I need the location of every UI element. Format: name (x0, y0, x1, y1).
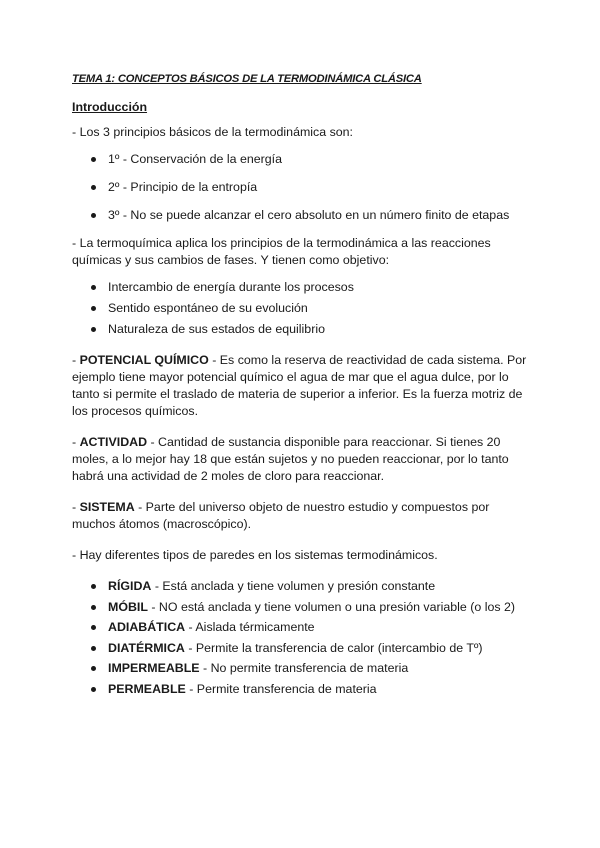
list-item: 2º - Principio de la entropía (72, 179, 532, 196)
bullet-icon (91, 285, 96, 290)
list-item: RÍGIDA - Está anclada y tiene volumen y presión constante (72, 578, 532, 595)
list-item: Naturaleza de sus estados de equilibrio (72, 321, 532, 338)
document-page (72, 70, 532, 701)
bullet-icon (91, 157, 96, 162)
term-actividad: ACTIVIDAD (79, 435, 148, 449)
paragraph-sistema: - SISTEMA - Parte del universo objeto de nuestro estudio y compuestos por muchos átomos (macroscópico). (72, 500, 490, 531)
list-objetivos (72, 279, 532, 338)
bullet-icon (91, 646, 96, 651)
list-item: ADIABÁTICA - Aislada térmicamente (72, 619, 532, 636)
bullet-icon (91, 605, 96, 610)
bullet-icon (91, 625, 96, 630)
bullet-icon (91, 584, 96, 589)
paragraph-actividad: - ACTIVIDAD - Cantidad de sustancia disponible para reaccionar. Si tienes 20 moles, a lo mejor hay 18 que están sujetos y no pueden reaccionar, por lo tanto habrá una actividad de 2 moles de cloro para reaccionar. (72, 435, 509, 483)
list-item: Intercambio de energía durante los procesos (72, 279, 532, 296)
section-heading-introduccion: Introducción (72, 100, 148, 114)
bullet-icon (91, 666, 96, 671)
bullet-icon (91, 306, 96, 311)
list-item: MÓBIL - NO está anclada y tiene volumen o una presión variable (o los 2) (72, 599, 532, 616)
list-item: 1º - Conservación de la energía (72, 151, 532, 168)
paragraph-principios: - Los 3 principios básicos de la termodinámica son: (72, 125, 353, 139)
list-item: DIATÉRMICA - Permite la transferencia de calor (intercambio de Tº) (72, 640, 532, 657)
paragraph-paredes: - Hay diferentes tipos de paredes en los sistemas termodinámicos. (72, 548, 438, 562)
list-item: IMPERMEABLE - No permite transferencia de materia (72, 660, 532, 677)
list-principios (72, 151, 532, 224)
bullet-icon (91, 213, 96, 218)
list-item: 3º - No se puede alcanzar el cero absoluto en un número finito de etapas (72, 207, 532, 224)
bullet-icon (91, 327, 96, 332)
list-item: PERMEABLE - Permite transferencia de materia (72, 681, 532, 698)
term-potencial-quimico: POTENCIAL QUÍMICO (79, 353, 209, 367)
bullet-icon (91, 185, 96, 190)
list-paredes (72, 578, 532, 698)
paragraph-termoquimica: - La termoquímica aplica los principios de la termodinámica a las reacciones químicas y sus cambios de fases. Y tienen como objetivo: (72, 236, 491, 267)
paragraph-potencial-quimico: - POTENCIAL QUÍMICO - Es como la reserva de reactividad de cada sistema. Por ejemplo tiene mayor potencial químico el agua de mar que el agua dulce, por lo tanto si permite el traslado de materia de superior a inferior. Es la fuerza motriz de los procesos químicos. (72, 353, 527, 418)
bullet-icon (91, 687, 96, 692)
list-item: Sentido espontáneo de su evolución (72, 300, 532, 317)
term-sistema: SISTEMA (79, 500, 135, 514)
document-title: TEMA 1: CONCEPTOS BÁSICOS DE LA TERMODINÁMICA CLÁSICA (72, 73, 422, 85)
